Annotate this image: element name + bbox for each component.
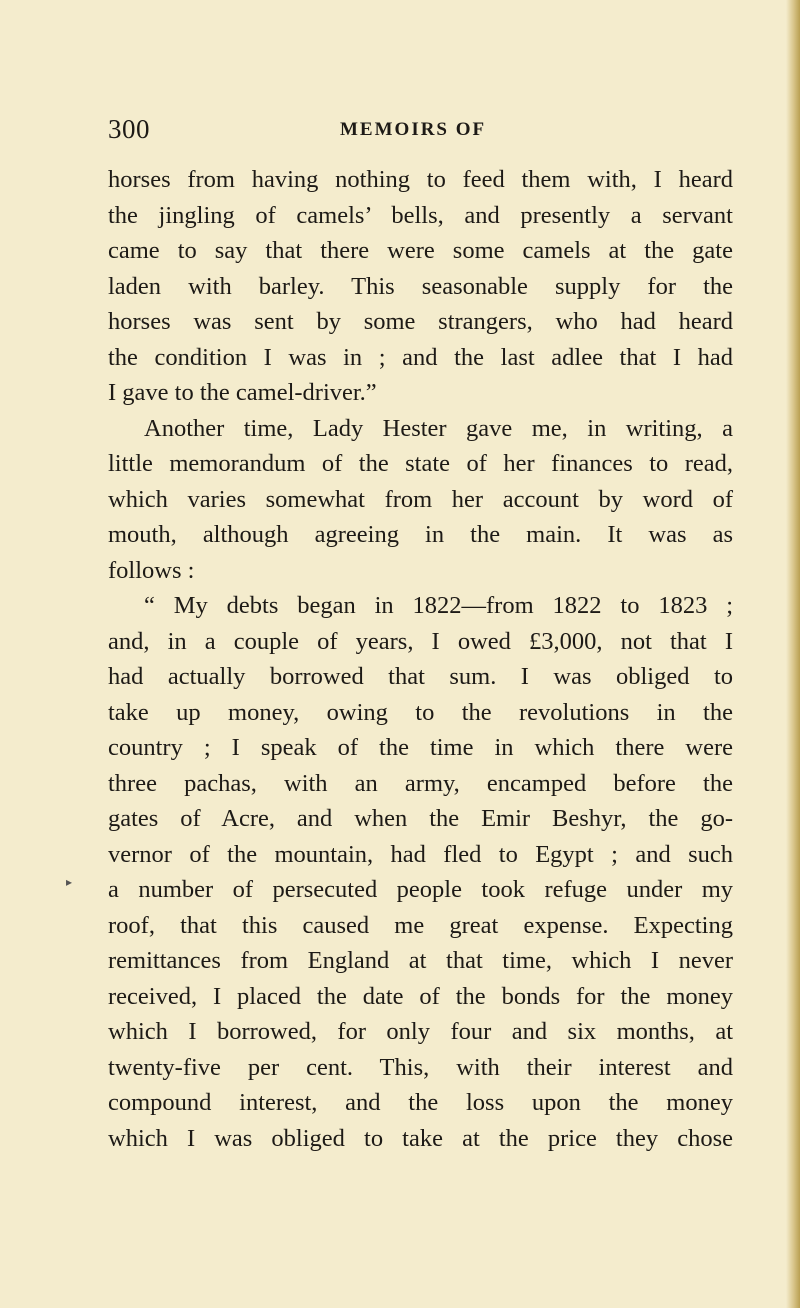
text-line: little memorandum of the state of her finances to read, xyxy=(108,450,733,477)
page-edge xyxy=(786,0,800,1308)
margin-mark: ▸ xyxy=(66,875,73,889)
text-line: gates of Acre, and when the Emir Beshyr, the go- xyxy=(108,805,733,832)
text-line: vernor of the mountain, had fled to Egypt ; and such xyxy=(108,840,733,868)
text-line: came to say that there were some camels at the gate xyxy=(108,237,733,264)
text-line: which I was obliged to take at the price they chose xyxy=(108,1124,733,1152)
text-line: the jingling of camels’ bells, and presently a servant xyxy=(108,201,733,229)
text-line: “ My debts began in 1822—from 1822 to 1823 ; xyxy=(144,592,733,619)
text-line: compound interest, and the loss upon the money xyxy=(108,1089,733,1116)
text-line: roof, that this caused me great expense. Expecting xyxy=(108,911,733,939)
text-line: take up money, owing to the revolutions in the xyxy=(108,698,733,726)
text-line: the condition I was in ; and the last adlee that I had xyxy=(108,343,733,371)
text-line: Another time, Lady Hester gave me, in writing, a xyxy=(144,414,733,442)
text-line: twenty-five per cent. This, with their interest and xyxy=(108,1053,733,1081)
text-line: horses was sent by some strangers, who had heard xyxy=(108,308,733,335)
text-line: three pachas, with an army, encamped before the xyxy=(108,769,733,797)
text-line: horses from having nothing to feed them with, I heard xyxy=(108,166,733,193)
text-line: remittances from England at that time, which I never xyxy=(108,947,733,974)
text-line: received, I placed the date of the bonds for the money xyxy=(108,982,733,1010)
text-line: which I borrowed, for only four and six months, at xyxy=(108,1018,733,1045)
running-head: MEMOIRS OF xyxy=(340,119,487,140)
text-line: and, in a couple of years, I owed £3,000, not that I xyxy=(108,627,733,655)
page-header xyxy=(108,114,733,144)
text-line: country ; I speak of the time in which there were xyxy=(108,734,733,761)
text-line: follows : xyxy=(108,556,195,584)
text-line: laden with barley. This seasonable supply for the xyxy=(108,272,733,300)
text-line: mouth, although agreeing in the main. It was as xyxy=(108,521,733,548)
page-number: 300 xyxy=(108,114,150,144)
text-line: a number of persecuted people took refuge under my xyxy=(108,876,733,903)
body-text xyxy=(108,162,733,1156)
text-line: I gave to the camel-driver.” xyxy=(108,379,377,406)
text-line: which varies somewhat from her account by word of xyxy=(108,485,733,513)
text-line: had actually borrowed that sum. I was obliged to xyxy=(108,663,733,690)
